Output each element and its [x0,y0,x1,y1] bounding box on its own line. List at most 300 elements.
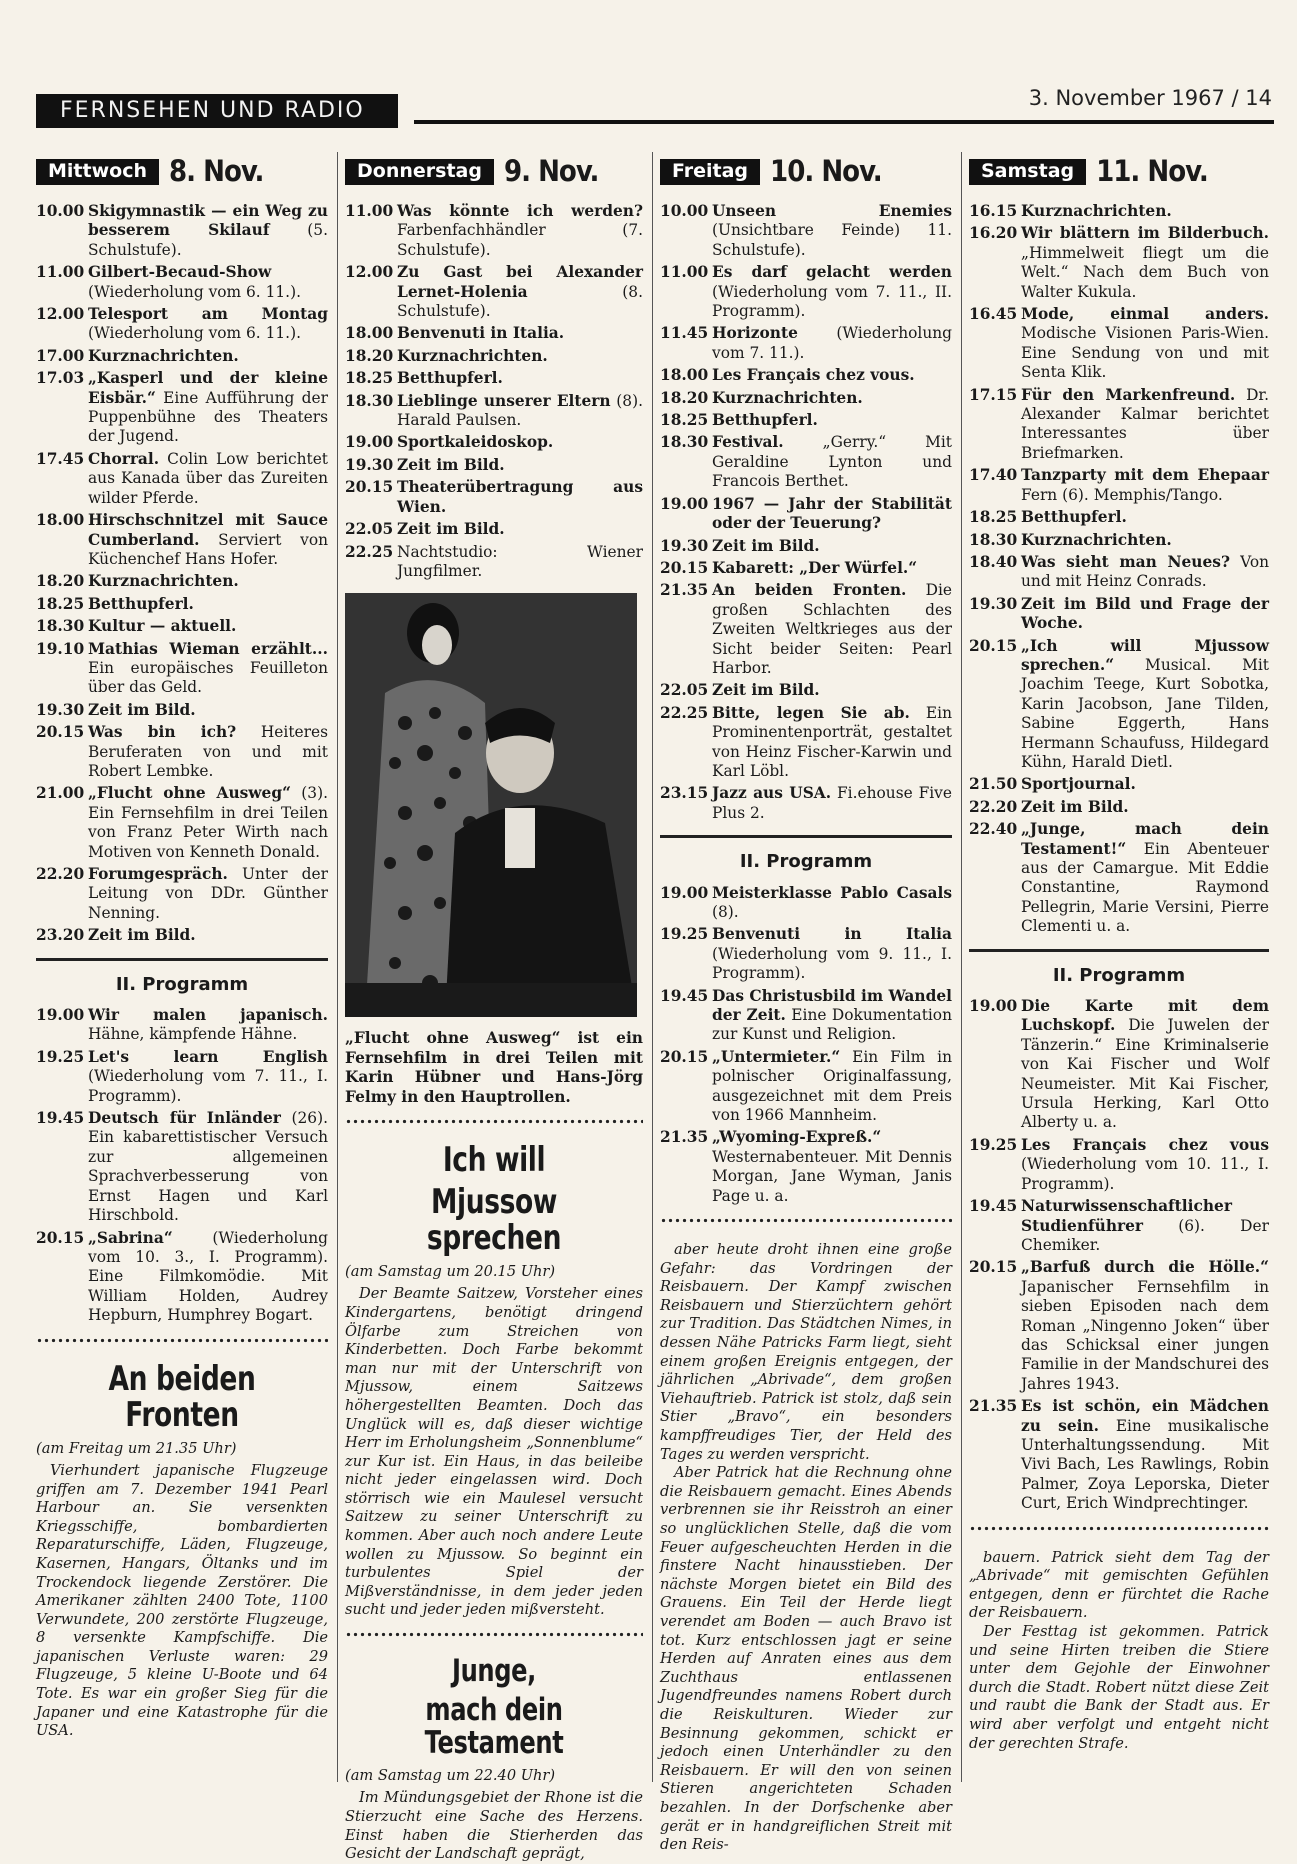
program-description [88,305,328,344]
program-time: 22.05 [345,520,394,539]
program-time: 21.50 [969,775,1018,794]
program-title: Es ist schön, ein Mädchen zu sein. [1021,1397,1269,1435]
program-info: Fern (6). Memphis/Tango. [1021,485,1223,504]
day-date: 10. Nov. [770,154,882,189]
program-info: (3). Ein Fernsehfilm in drei Teilen von Franz Peter Wirth nach Motiven von Kenneth Donald. [88,784,328,861]
day-date: 11. Nov. [1096,154,1208,189]
program-description [712,202,952,260]
program-description [88,263,328,302]
program-title: Benvenuti in Italia [712,925,952,944]
program-title: Sportjournal. [1021,775,1136,794]
program-title: „Flucht ohne Ausweg“ [88,784,291,803]
program-entry [969,531,1269,550]
program-title: Zeit im Bild und Frage der Woche. [1021,594,1269,633]
program2-list [36,1006,328,1326]
program-title: Was könnte ich werden? [397,202,643,220]
program-time: 20.15 [969,636,1018,655]
program-info: (Wiederholung vom 9. 11., I. Programm). [712,944,952,983]
program-title: Jazz aus USA. [712,784,832,803]
program-description [88,1006,328,1045]
dotted-rule [969,1526,1269,1531]
program-time: 19.45 [36,1109,85,1128]
program-description [397,456,643,475]
program-description [712,784,952,823]
page-header [36,86,1276,128]
program-time: 20.15 [660,1047,709,1066]
program-time: 23.15 [660,784,709,803]
program-list [660,202,952,823]
program2-heading: II. Programm [115,973,249,995]
program-entry [36,1048,328,1106]
program-entry [36,701,328,720]
program-entry [345,324,643,343]
program-entry [660,1048,952,1126]
program-description [88,640,328,698]
feature-body: aber heute droht ihnen eine große Gefahr: das Vordringen der Reisbauern. Der Kampf zwischen Reisbauern und Stierzüchtern gehört zur Tradition. Das Städtchen Nimes, in dessen Nähe Patricks Farm liegt, sieht einem großen Ereignis entgegen, der jährlichen „Abrivade“, dem großen Viehauftrieb. Patrick ist stolz, daß sein Stier „Bravo“, ein besonders kampffreudiges Tier, der Held des Tages zu werden verspricht. [660,1241,952,1463]
program-title: „Wyoming-Expreß.“ [712,1128,882,1147]
section-rule [969,949,1269,952]
program-description [88,595,328,614]
program-title: Kurznachrichten. [88,346,239,365]
program-description [712,581,952,678]
program-list [36,202,328,946]
program-title: Meisterklasse Pablo Casals [712,883,952,902]
program-entry [36,511,328,569]
program-description [88,617,328,636]
photo-caption: „Flucht ohne Ausweg“ ist ein Fernsehfilm in drei Teilen mit Karin Hübner und Hans-Jörg Felmy in den Hauptrollen. [345,1029,643,1106]
day-name: Mittwoch [36,159,159,184]
program-title: Mathias Wieman erzählt... [88,639,328,658]
program-time: 18.25 [345,369,394,388]
program-entry [345,433,643,452]
column-saturday [969,152,1269,1753]
program-time: 11.00 [345,202,394,220]
feature-subtitle: (am Samstag um 22.40 Uhr) [345,1767,556,1785]
column-divider [337,152,338,1782]
program-time: 21.35 [660,581,709,600]
program-time: 18.25 [660,411,709,430]
program-description [1021,595,1269,634]
program-info: Farbenfachhändler (7. Schulstufe). [397,221,643,259]
program-title: Kurznachrichten. [88,572,239,591]
program-title: Horizonte [712,324,798,343]
program-description [712,681,952,700]
program-time: 19.45 [969,1197,1018,1216]
program-description [712,366,952,385]
program-info: (Wiederholung vom 7. 11.). [712,324,952,362]
program-time: 19.30 [345,455,394,474]
day-name: Donnerstag [345,159,494,184]
program-info: (6). Der Chemiker. [1021,1216,1269,1254]
column-thursday [345,152,643,1864]
program-title: Kultur — aktuell. [88,617,237,636]
program-info: Ein europäisches Feuilleton über das Geld. [88,658,328,697]
program-info: „Gerry.“ Mit Geraldine Lynton und Francois Berthet. [712,433,952,491]
program-title: Festival. [712,433,784,452]
issue-date-page: 3. November 1967 / 14 [1021,86,1272,110]
program-title: Unseen Enemies [712,202,952,220]
program-title: Bitte, legen Sie ab. [712,703,910,722]
program-entry [36,1109,328,1225]
program-info: „Himmelweit fliegt um die Welt.“ Nach dem Buch von Walter Kukula. [1021,243,1269,301]
program-info: Eine musikalische Unterhaltungssendung. Mit Vivi Bach, Les Rawlings, Robin Palmer, Zoya Leporska, Dieter Curt, Erich Windprechtinger. [1021,1416,1269,1513]
program-title: „Ich will Mjussow sprechen.“ [1021,636,1269,674]
program-time: 20.15 [660,558,709,577]
program-description [1021,1397,1269,1513]
program-description [88,784,328,862]
program-entry [36,347,328,366]
program-description [397,520,643,539]
program-entry [969,1197,1269,1255]
dotted-rule [660,1218,952,1223]
program-time: 19.00 [969,997,1018,1016]
day-name: Samstag [969,159,1086,184]
program-title: Naturwissenschaftlicher Studienführer [1021,1197,1232,1235]
program-time: 22.20 [969,797,1018,816]
program-time: 19.30 [660,536,709,555]
program-description [712,559,952,578]
program-info: Unter der Leitung von DDr. Günther Nenning. [88,865,328,922]
feature-body: Aber Patrick hat die Rechnung ohne die Reisbauern gemacht. Eines Abends verbrennen sie ihr Reisstroh an einer so unglücklichen Stelle, daß die vom Feuer aufgescheuchten Herden in die finstere Nacht hinausstieben. Der nächste Morgen bietet ein Bild des Grauens. Ein Teil der Herde liegt verendet am Boden — auch Bravo ist tot. Kurz entschlossen jagt er seine Herden auf Anraten eines aus dem Zuchthaus entlassenen Jugendfreundes namens Robert durch die Reiskulturen. Wieder zur Besinnung gekommen, schickt er jedoch einen Unterhändler zu den Reisbauern. Er will den von seinen Stieren angerichteten Schaden bezahlen. In der Dorfschenke aber gerät er in handgreiflichen Streit mit den Reis- [660,1464,952,1854]
program-entry [660,681,952,700]
program-info: Modische Visionen Paris-Wien. Eine Sendung von und mit Senta Klik. [1021,324,1269,382]
feature-body: bauern. Patrick sieht dem Tag der „Abrivade“ mit gemischten Gefühlen entgegen, denn er fürchtet die Rache der Reisbauern. [969,1548,1269,1622]
program-entry [969,997,1269,1133]
program-time: 21.00 [36,784,85,803]
program-time: 18.30 [969,530,1018,549]
program-time: 11.00 [36,263,85,282]
program-time: 17.15 [969,385,1018,404]
program-description [397,202,643,260]
program-entry [969,820,1269,936]
program-info: Ein Abenteuer aus der Camargue. Mit Eddie Constantine, Raymond Pellegrin, Marie Versini, Pierre Clementi u. a. [1021,839,1269,936]
program2-list [660,884,952,1207]
feature-title-line1: Ich will [442,1139,546,1180]
program-info: (Unsichtbare Feinde) 11. Schulstufe). [712,221,952,259]
program-info: Dr. Alexander Kalmar berichtet Interessantes über Briefmarken. [1021,385,1269,462]
program-description [1021,553,1269,592]
program-time: 17.40 [969,466,1018,485]
program-description [712,1048,952,1126]
program-title: Kurznachrichten. [1021,530,1172,549]
program-time: 18.20 [36,572,85,591]
program-description [88,450,328,508]
program-entry [660,495,952,534]
program-entry [345,543,643,582]
program2-heading: II. Programm [1052,964,1186,986]
program-info: Fi.ehouse Five Plus 2. [712,784,952,822]
program-title: Es darf gelacht werden [712,263,952,282]
program-list [969,202,1269,937]
program-title: Die Karte mit dem Luchskopf. [1021,997,1269,1035]
program-entry [969,775,1269,794]
program-time: 19.25 [969,1135,1018,1154]
program-description [88,369,328,447]
program-description [88,1109,328,1225]
program-entry [36,784,328,862]
program-description [397,369,643,388]
program-time: 18.00 [36,511,85,530]
program-description [397,324,643,343]
program-time: 20.15 [345,478,394,497]
program-info: Colin Low berichtet aus Kanada über das Zureiten wilder Pferde. [88,449,328,507]
program-entry [345,263,643,321]
program-entry [36,640,328,698]
program-info: (26). Ein kabarettistischer Versuch zur allgemeinen Sprachverbesserung von Ernst Hagen und Karl Hirschbold. [88,1109,328,1225]
program-title: Mode, einmal anders. [1021,305,1269,324]
program-entry [660,366,952,385]
program-entry [36,572,328,591]
program-info: Musical. Mit Joachim Teege, Kurt Sobotka, Karin Jacobson, Jane Tilden, Sabine Eggerth, Hans Hermann Schaufuss, Hildegard Kühn, Harald Dietl. [1021,655,1269,771]
program-entry [969,798,1269,817]
program-title: Wir blättern im Bilderbuch. [1021,224,1269,243]
program-time: 19.30 [36,700,85,719]
column-friday [660,152,952,1855]
program-entry [660,987,952,1045]
program-description [88,701,328,720]
program-description [712,987,952,1045]
program-title: Zu Gast bei Alexander Lernet-Holenia [397,263,643,301]
program-entry [36,369,328,447]
program-title: Sportkaleidoskop. [397,433,554,452]
program-time: 18.25 [969,508,1018,527]
dotted-rule [345,1632,643,1637]
program-info: (8. Schulstufe). [397,282,643,321]
program-entry [345,202,643,260]
program-description [1021,637,1269,773]
program-time: 17.45 [36,449,85,468]
program-title: Wir malen japanisch. [88,1006,328,1025]
program-entry [660,581,952,678]
column-divider [652,152,653,1782]
program-time: 19.00 [660,494,709,513]
program-description [712,389,952,408]
program-entry [345,520,643,539]
program-entry [36,595,328,614]
program-info: (5. Schulstufe). [88,221,328,259]
program-time: 19.00 [36,1006,85,1025]
program-title: Kurznachrichten. [397,346,548,365]
program-info: Eine Dokumentation zur Kunst und Religion. [712,1006,952,1044]
program-title: Les Français chez vous. [712,366,915,385]
program-title: Lieblinge unserer Eltern [397,391,611,410]
day-heading [969,152,1269,192]
program-entry [36,865,328,923]
program-description [88,926,328,945]
program-entry [969,466,1269,505]
program-entry [36,305,328,344]
feature-title-line2: mach dein Testament [424,1692,564,1762]
program-title: An beiden Fronten. [712,581,907,600]
program-entry [660,433,952,491]
program-description [712,537,952,556]
program-entry [969,224,1269,302]
feature-body: Der Festtag ist gekommen. Patrick und seine Hirten treiben die Stiere unter dem Gejohle der Einwohner durch die Stadt. Robert nützt diese Zeit und raubt die Bank der Stadt aus. Er wird aber verfolgt und entgeht nicht der gerechten Strafe. [969,1622,1269,1752]
program-entry [36,926,328,945]
program-description [712,324,952,363]
program-description [397,263,643,321]
program-description [88,1048,328,1106]
program-time: 22.25 [345,542,394,561]
program-title: Zeit im Bild. [712,681,820,700]
program-description [88,572,328,591]
program-title: Was sieht man Neues? [1021,552,1230,571]
program-time: 19.10 [36,639,85,658]
feature-subtitle: (am Samstag um 20.15 Uhr) [345,1262,556,1280]
program-entry [660,202,952,260]
program-info: (Wiederholung vom 10. 11., I. Programm). [1021,1155,1269,1193]
program-info: Die großen Schlachten des Zweiten Weltkrieges aus der Sicht beider Seiten: Pearl Harbor. [712,581,952,677]
program-time: 18.25 [36,594,85,613]
day-heading [36,152,328,192]
program-description [1021,798,1269,817]
program-entry [969,553,1269,592]
header-rule [414,120,1274,124]
program-entry [969,1258,1269,1394]
program-description [88,723,328,781]
program-title: Kurznachrichten. [712,388,863,407]
program-entry [969,637,1269,773]
feature-title-line2: Mjussow sprechen [426,1181,562,1258]
program-title: „Barfuß durch die Hölle.“ [1021,1258,1269,1277]
program-description [712,495,952,534]
program-title: „Kasperl und der kleine Eisbär.“ [88,369,328,407]
program-time: 16.15 [969,202,1018,220]
program-description [397,543,643,582]
program-info: Hähne, kämpfende Hähne. [88,1025,298,1044]
program-description [88,1229,328,1326]
day-heading [345,152,643,192]
program-description [1021,508,1269,527]
program-entry [660,704,952,782]
program-title: Telesport am Montag [88,305,328,324]
program-description [712,411,952,430]
program-description [712,704,952,782]
program-description [712,925,952,983]
program-time: 11.00 [660,263,709,282]
program-info: (Wiederholung vom 6. 11.). [88,324,301,343]
program-description [712,1128,952,1206]
program-time: 19.30 [969,594,1018,613]
program-entry [969,202,1269,221]
feature-title: An beiden Fronten [108,1358,256,1435]
program-entry [36,1229,328,1326]
program-entry [660,884,952,923]
program-title: Deutsch für Inländer [88,1109,281,1128]
program-info: Heiteres Beruferaten von und mit Robert Lembke. [88,723,328,780]
section-rule [660,835,952,838]
program-entry [36,263,328,302]
program-description [1021,1197,1269,1255]
program-entry [345,369,643,388]
program-info: (Wiederholung vom 7. 11., II. Programm). [712,282,952,321]
program-entry [345,392,643,431]
program-time: 18.20 [660,388,709,407]
program-description [1021,224,1269,302]
dotted-rule [345,1119,643,1124]
program-description [1021,1136,1269,1194]
program-title: Was bin ich? [88,723,237,742]
program-description [88,511,328,569]
program-entry [36,1006,328,1045]
program-time: 22.40 [969,820,1018,839]
program-entry [660,537,952,556]
program-time: 21.35 [660,1128,709,1147]
program-title: Kabarett: „Der Würfel.“ [712,558,918,577]
program-time: 22.20 [36,865,85,883]
program-time: 18.40 [969,552,1018,571]
program-title: Tanzparty mit dem Ehepaar [1021,466,1269,485]
program-title: Betthupferl. [397,369,503,388]
program-description [1021,305,1269,383]
photo-still [345,593,637,1017]
photo-illustration [345,593,637,1017]
dotted-rule [36,1338,328,1343]
program-entry [36,617,328,636]
program-time: 18.20 [345,346,394,365]
day-name: Freitag [660,159,760,184]
program-time: 12.00 [345,263,394,282]
program-entry [969,1397,1269,1513]
program-time: 11.45 [660,324,709,343]
program-time: 12.00 [36,305,85,324]
program-description [1021,775,1269,794]
feature-body: Im Mündungsgebiet der Rhone ist die Stierzucht eine Sache des Herzens. Einst haben die Stierherden das Gesicht der Landschaft geprägt, [345,1789,643,1863]
feature-subtitle: (am Freitag um 21.35 Uhr) [36,1439,237,1457]
day-date: 9. Nov. [503,154,599,189]
program-title: „Untermieter.“ [712,1047,841,1066]
program-title: „Junge, mach dein Testament!“ [1021,820,1269,858]
program-title: Zeit im Bild. [397,520,505,539]
program-info: Japanischer Fernsehfilm in sieben Episoden nach dem Roman „Ningenno Joken“ über das Schicksal einer jungen Familie in der Mandschurei des Jahres 1943. [1021,1277,1269,1393]
program2-heading: II. Programm [739,851,873,873]
section-rule [36,958,328,961]
column-wednesday [36,152,328,1741]
program-time: 20.15 [36,723,85,742]
program-title: Zeit im Bild. [712,536,820,555]
day-date: 8. Nov. [168,154,264,189]
program-title: Betthupferl. [88,594,194,613]
program-title: 1967 — Jahr der Stabilität oder der Teuerung? [712,494,952,533]
program-title: Les Français chez vous [1021,1135,1269,1154]
program-entry [969,595,1269,634]
program-info: Ein Prominentenporträt, gestaltet von Heinz Fischer-Karwin und Karl Löbl. [712,703,952,780]
program-time: 17.00 [36,346,85,365]
program-entry [660,263,952,321]
program-time: 22.05 [660,681,709,700]
program-entry [660,1128,952,1206]
program-title: Zeit im Bild. [1021,797,1129,816]
program-description [1021,466,1269,505]
program-title: Für den Markenfreund. [1021,385,1236,404]
program-title: Das Christusbild im Wandel der Zeit. [712,986,952,1025]
program-info: Serviert von Küchenchef Hans Hofer. [88,530,328,568]
program-title: Hirschschnitzel mit Sauce Cumberland. [88,511,328,549]
column-divider [961,152,962,1782]
program-info: Die Juwelen der Tänzerin.“ Eine Kriminalserie von Kai Fischer und Wolf Neumeister. Mit Kai Fischer, Ursula Herking, Karl Otto Alberty u. a. [1021,1016,1269,1132]
program-description [88,202,328,260]
program-title: Benvenuti in Italia. [397,324,565,343]
program2-list [969,997,1269,1514]
program-title: „Sabrina“ [88,1228,173,1247]
program-title: Theaterübertragung aus Wien. [397,478,643,516]
program-time: 20.15 [969,1258,1018,1277]
program-entry [660,925,952,983]
program-description [397,392,643,431]
program-entry [969,305,1269,383]
program-entry [969,1136,1269,1194]
program-entry [345,456,643,475]
